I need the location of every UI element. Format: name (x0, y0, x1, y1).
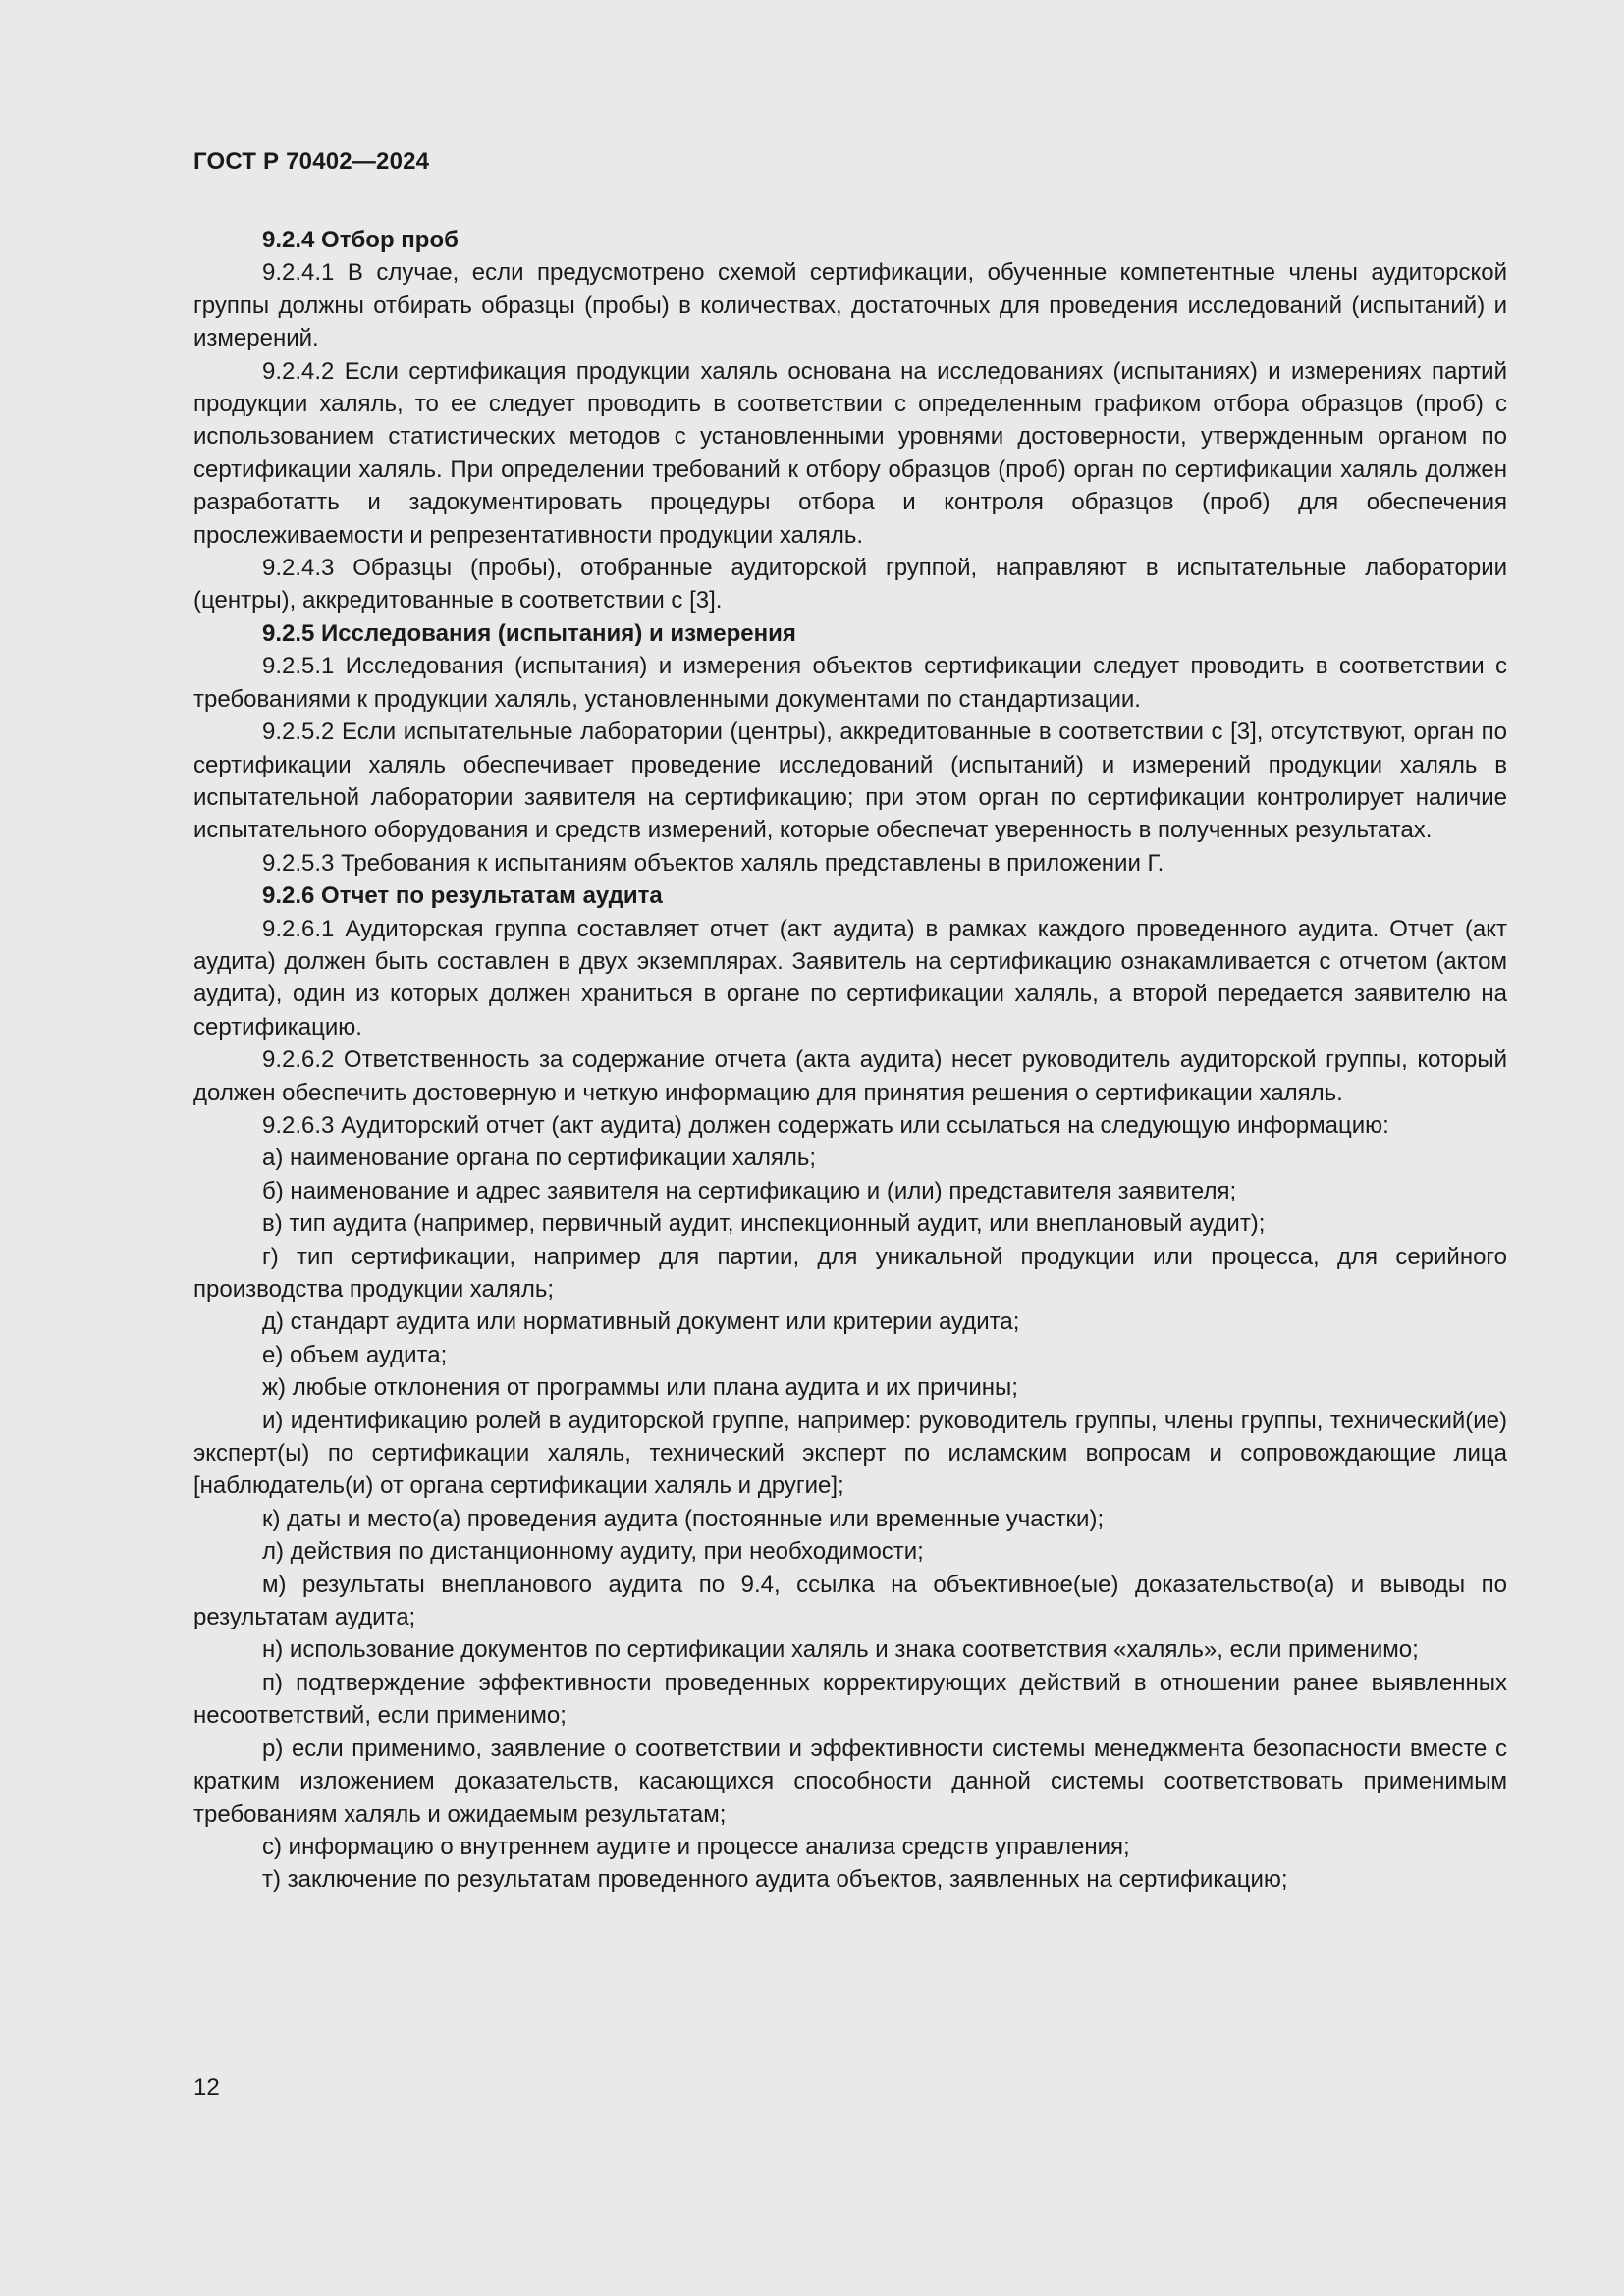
section-heading: 9.2.6 Отчет по результатам аудита (262, 882, 663, 910)
list-item: т) заключение по результатам проведенного аудита объектов, заявленных на сертификацию; (262, 1866, 1288, 1894)
list-item: к) даты и место(а) проведения аудита (постоянные или временные участки); (262, 1505, 1105, 1532)
list-item: л) действия по дистанционному аудиту, при необходимости; (262, 1538, 924, 1566)
paragraph: 9.2.5.3 Требования к испытаниям объектов халяль представлены в приложении Г. (262, 849, 1164, 877)
list-item: е) объем аудита; (262, 1341, 448, 1368)
paragraph: 9.2.4.2 Если сертификация продукции халяль основана на исследованиях (испытаниях) и измерениях партий продукции халяль, то ее следует проводить в соответствии с определенным графиком отбора образцов (проб) с использованием статистических методов с установленными уровнями достоверности, утвержденным органом по сертификации халяль. При определении требований к отбору образцов (проб) орган по сертификации халяль должен разработатть и задокументировать процедуры отбора и контроля образцов (проб) для обеспечения прослеживаемости и репрезентативности продукции халяль. (193, 357, 1507, 549)
list-item: и) идентификацию ролей в аудиторской группе, например: руководитель группы, члены группы, технический(ие) эксперт(ы) по сертификации халяль, технический эксперт по исламским вопросам и сопровождающие лица [наблюдатель(и) от органа сертификации халяль и другие]; (193, 1407, 1507, 1500)
list-item: г) тип сертификации, например для партии, для уникальной продукции или процесса, для серийного производства продукции халяль; (193, 1243, 1507, 1303)
body-text (193, 224, 1507, 1896)
paragraph: 9.2.4.3 Образцы (пробы), отобранные аудиторской группой, направляют в испытательные лаборатории (центры), аккредитованные в соответствии с [3]. (193, 555, 1507, 614)
paragraph: 9.2.4.1 В случае, если предусмотрено схемой сертификации, обученные компетентные члены аудиторской группы должны отбирать образцы (пробы) в количествах, достаточных для проведения исследований (испытаний) и измерений. (193, 259, 1507, 352)
page-number: 12 (193, 2074, 220, 2101)
list-item: а) наименование органа по сертификации халяль; (262, 1145, 817, 1172)
list-item: б) наименование и адрес заявителя на сертификацию и (или) представителя заявителя; (262, 1177, 1237, 1204)
section-heading: 9.2.4 Отбор проб (262, 227, 459, 253)
list-item: н) использование документов по сертификации халяль и знака соответствия «халяль», если применимо; (262, 1636, 1419, 1664)
list-item: м) результаты внепланового аудита по 9.4, ссылка на объективное(ые) доказательство(а) и выводы по результатам аудита; (193, 1571, 1507, 1631)
paragraph: 9.2.6.3 Аудиторский отчет (акт аудита) должен содержать или ссылаться на следующую информацию: (262, 1111, 1389, 1139)
section-heading: 9.2.5 Исследования (испытания) и измерения (262, 619, 796, 647)
list-item: с) информацию о внутреннем аудите и процессе анализа средств управления; (262, 1833, 1130, 1860)
list-item: п) подтверждение эффективности проведенных корректирующих действий в отношении ранее выявленных несоответствий, если применимо; (193, 1669, 1507, 1730)
list-item: в) тип аудита (например, первичный аудит, инспекционный аудит, или внеплановый аудит); (262, 1210, 1266, 1238)
standard-code-header: ГОСТ Р 70402—2024 (193, 148, 430, 175)
paragraph: 9.2.5.1 Исследования (испытания) и измерения объектов сертификации следует проводить в соответствии с требованиями к продукции халяль, установленными документами по стандартизации. (193, 653, 1507, 713)
paragraph: 9.2.6.2 Ответственность за содержание отчета (акта аудита) несет руководитель аудиторской группы, который должен обеспечить достоверную и четкую информацию для принятия решения о сертификации халяль. (193, 1046, 1507, 1106)
list-item: р) если применимо, заявление о соответствии и эффективности системы менеджмента безопасности вместе с кратким изложением доказательств, касающихся способности данной системы соответствовать применимым требованиям халяль и ожидаемым результатам; (193, 1735, 1507, 1828)
list-item: д) стандарт аудита или нормативный документ или критерии аудита; (262, 1308, 1020, 1336)
list-item: ж) любые отклонения от программы или плана аудита и их причины; (262, 1374, 1018, 1402)
paragraph: 9.2.5.2 Если испытательные лаборатории (центры), аккредитованные в соответствии с [3], отсутствуют, орган по сертификации халяль обеспечивает проведение исследований (испытаний) и измерений продукции халяль в испытательной лаборатории заявителя на сертификацию; при этом орган по сертификации контролирует наличие испытательного оборудования и средств измерений, которые обеспечат уверенность в полученных результатах. (193, 719, 1507, 844)
paragraph: 9.2.6.1 Аудиторская группа составляет отчет (акт аудита) в рамках каждого проведенного аудита. Отчет (акт аудита) должен быть составлен в двух экземплярах. Заявитель на сертификацию ознакамливается с отчетом (актом аудита), один из которых должен храниться в органе по сертификации халяль, а второй передается заявителю на сертификацию. (193, 915, 1507, 1041)
